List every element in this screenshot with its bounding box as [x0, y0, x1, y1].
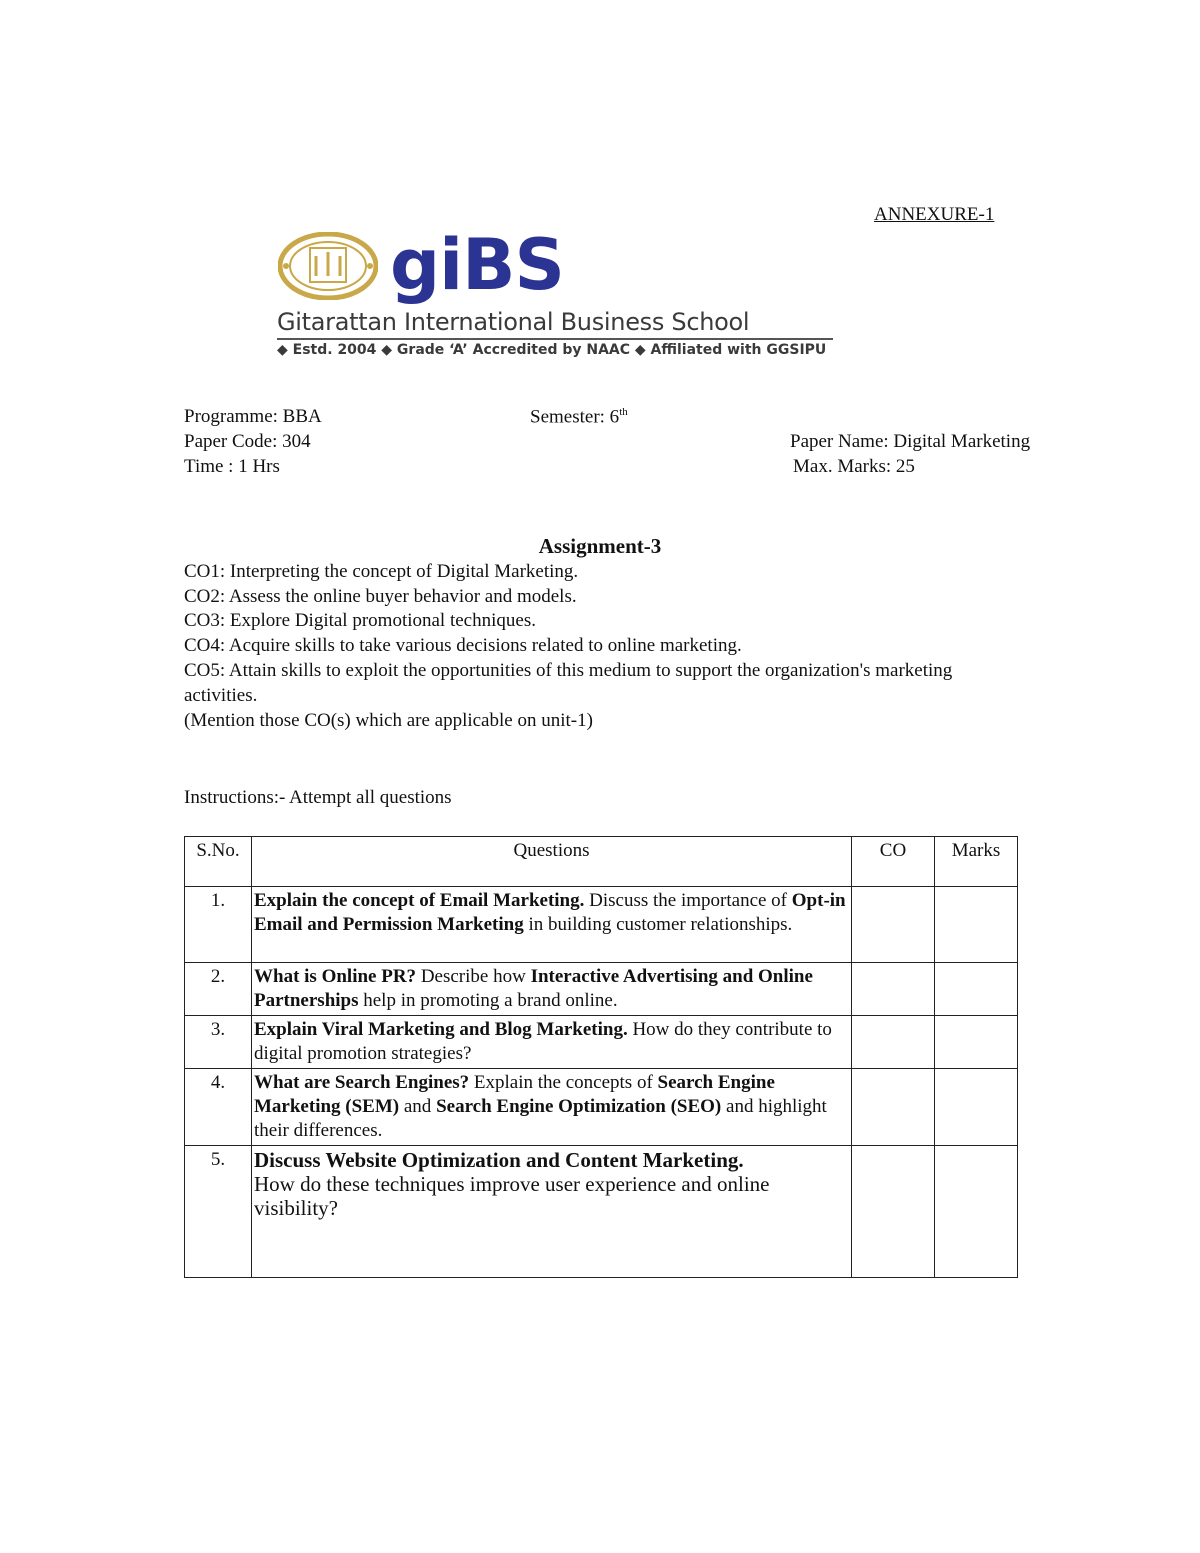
co-note: (Mention those CO(s) which are applicable on unit-1): [184, 710, 593, 731]
table-row: [185, 1069, 1018, 1146]
header-sno: S.No.: [185, 837, 252, 887]
header-co: CO: [852, 837, 935, 887]
table-row: [185, 1146, 1018, 1278]
assignment-title: Assignment-3: [538, 534, 662, 558]
co-line: CO1: Interpreting the concept of Digital Marketing.: [184, 561, 579, 582]
school-underline: [277, 338, 833, 340]
row-marks: [935, 887, 1018, 963]
semester: Semester: 6th: [530, 406, 628, 428]
row-co: [852, 1016, 935, 1069]
row-question: Explain the concept of Email Marketing. Discuss the importance of Opt-in Email and Permission Marketing in building customer relationships.: [252, 887, 852, 963]
co-line: CO5: Attain skills to exploit the opportunities of this medium to support the organization's marketing: [184, 660, 953, 681]
logo-wordmark: giBS: [390, 224, 564, 306]
row-marks: [935, 1016, 1018, 1069]
annexure-label: ANNEXURE-1: [874, 204, 995, 225]
co-line: activities.: [184, 685, 258, 706]
co-line: CO4: Acquire skills to take various decisions related to online marketing.: [184, 635, 742, 656]
row-co: [852, 1069, 935, 1146]
paper-name: Paper Name: Digital Marketing: [790, 431, 1031, 452]
paper-code: Paper Code: 304: [184, 431, 311, 452]
row-sno: 2.: [185, 963, 252, 1016]
row-sno: 3.: [185, 1016, 252, 1069]
row-question: Explain Viral Marketing and Blog Marketing. How do they contribute to digital promotion strategies?: [252, 1016, 852, 1069]
instructions: Instructions:- Attempt all questions: [184, 787, 452, 808]
row-co: [852, 887, 935, 963]
table-row: [185, 887, 1018, 963]
row-question: Discuss Website Optimization and Content Marketing. How do these techniques improve user experience and online visibility?: [252, 1146, 852, 1278]
row-marks: [935, 1146, 1018, 1278]
questions-table: [184, 836, 1018, 1278]
table-row: [185, 1016, 1018, 1069]
row-marks: [935, 963, 1018, 1016]
row-sno: 4.: [185, 1069, 252, 1146]
institution-seal-icon: [278, 232, 378, 300]
table-header-row: [185, 837, 1018, 887]
row-co: [852, 963, 935, 1016]
school-tagline: ◆ Estd. 2004 ◆ Grade ‘A’ Accredited by NAAC ◆ Affiliated with GGSIPU: [277, 342, 827, 358]
header-questions: Questions: [252, 837, 852, 887]
programme: Programme: BBA: [184, 406, 322, 427]
school-name: Gitarattan International Business School: [277, 308, 750, 336]
row-co: [852, 1146, 935, 1278]
time: Time : 1 Hrs: [184, 456, 280, 477]
row-sno: 1.: [185, 887, 252, 963]
row-sno: 5.: [185, 1146, 252, 1278]
max-marks: Max. Marks: 25: [793, 456, 915, 477]
row-question: What is Online PR? Describe how Interactive Advertising and Online Partnerships help in promoting a brand online.: [252, 963, 852, 1016]
row-marks: [935, 1069, 1018, 1146]
row-question: What are Search Engines? Explain the concepts of Search Engine Marketing (SEM) and Search Engine Optimization (SEO) and highlight their differences.: [252, 1069, 852, 1146]
header-marks: Marks: [935, 837, 1018, 887]
co-line: CO2: Assess the online buyer behavior and models.: [184, 586, 577, 607]
table-row: [185, 963, 1018, 1016]
co-line: CO3: Explore Digital promotional techniques.: [184, 610, 536, 631]
